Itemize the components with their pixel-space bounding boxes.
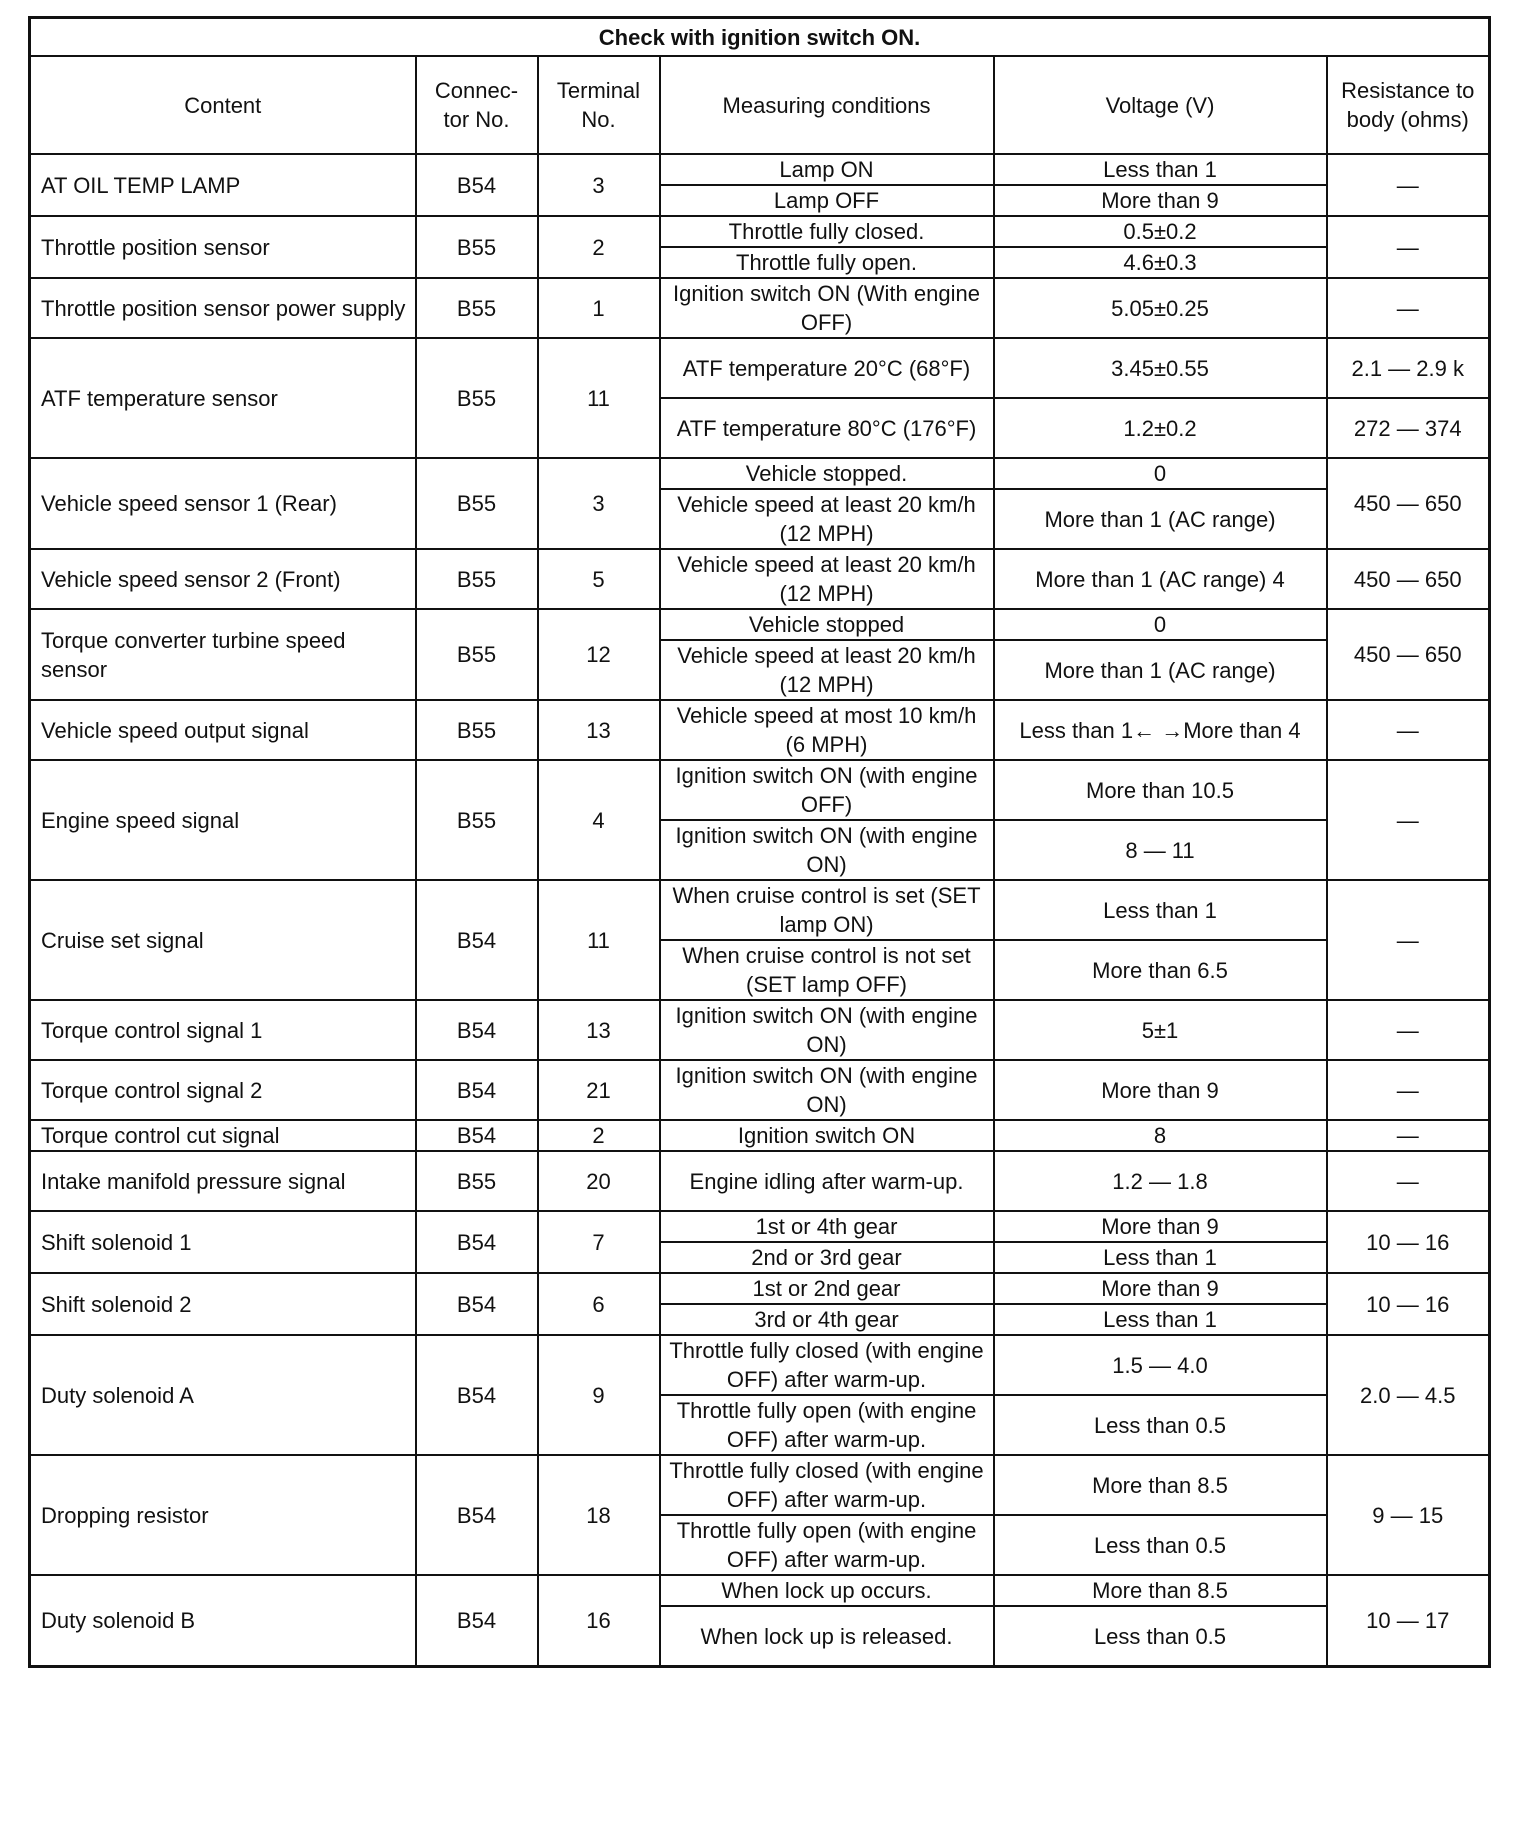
content-cell: ATF temperature sensor <box>30 338 416 458</box>
condition-cell: 3rd or 4th gear <box>660 1304 994 1335</box>
voltage-cell: 8 <box>994 1120 1327 1151</box>
condition-cell: Ignition switch ON (With engine OFF) <box>660 278 994 338</box>
resistance-cell: 450 — 650 <box>1327 609 1490 700</box>
voltage-cell: 3.45±0.55 <box>994 338 1327 398</box>
condition-cell: Throttle fully open (with engine OFF) after warm-up. <box>660 1395 994 1455</box>
resistance-cell: — <box>1327 216 1490 278</box>
table-row <box>30 154 1490 185</box>
content-cell: Cruise set signal <box>30 880 416 1000</box>
voltage-cell: More than 6.5 <box>994 940 1327 1000</box>
terminal-cell: 9 <box>538 1335 660 1455</box>
content-cell: Duty solenoid A <box>30 1335 416 1455</box>
voltage-cell: More than 1 (AC range) <box>994 640 1327 700</box>
table-row <box>30 1151 1490 1211</box>
voltage-cell: More than 8.5 <box>994 1575 1327 1606</box>
content-cell: AT OIL TEMP LAMP <box>30 154 416 216</box>
voltage-cell: 5±1 <box>994 1000 1327 1060</box>
condition-cell: Vehicle speed at least 20 km/h (12 MPH) <box>660 640 994 700</box>
table-row <box>30 1120 1490 1151</box>
voltage-cell: 1.5 — 4.0 <box>994 1335 1327 1395</box>
ignition-check-table <box>28 16 1491 1668</box>
connector-cell: B55 <box>416 609 538 700</box>
connector-cell: B54 <box>416 1060 538 1120</box>
voltage-cell: 1.2 — 1.8 <box>994 1151 1327 1211</box>
condition-cell: 1st or 2nd gear <box>660 1273 994 1304</box>
terminal-cell: 11 <box>538 880 660 1000</box>
table-row <box>30 216 1490 247</box>
content-cell: Vehicle speed sensor 1 (Rear) <box>30 458 416 549</box>
content-cell: Throttle position sensor <box>30 216 416 278</box>
condition-cell: ATF temperature 80°C (176°F) <box>660 398 994 458</box>
connector-cell: B55 <box>416 700 538 760</box>
condition-cell: Throttle fully closed (with engine OFF) after warm-up. <box>660 1335 994 1395</box>
table-row <box>30 760 1490 820</box>
condition-cell: Throttle fully open. <box>660 247 994 278</box>
voltage-cell: More than 8.5 <box>994 1455 1327 1515</box>
content-cell: Shift solenoid 2 <box>30 1273 416 1335</box>
terminal-cell: 6 <box>538 1273 660 1335</box>
content-cell: Vehicle speed output signal <box>30 700 416 760</box>
voltage-cell: Less than 1 <box>994 1304 1327 1335</box>
terminal-cell: 4 <box>538 760 660 880</box>
resistance-cell: 450 — 650 <box>1327 549 1490 609</box>
resistance-cell: — <box>1327 278 1490 338</box>
resistance-cell: 10 — 16 <box>1327 1273 1490 1335</box>
header-terminal: Terminal No. <box>538 56 660 154</box>
header-connector: Connec- tor No. <box>416 56 538 154</box>
spec-table-container <box>28 16 1488 1668</box>
condition-cell: Lamp ON <box>660 154 994 185</box>
voltage-cell: 4.6±0.3 <box>994 247 1327 278</box>
content-cell: Dropping resistor <box>30 1455 416 1575</box>
connector-cell: B55 <box>416 278 538 338</box>
condition-cell: When cruise control is set (SET lamp ON) <box>660 880 994 940</box>
connector-cell: B54 <box>416 1000 538 1060</box>
condition-cell: Throttle fully closed. <box>660 216 994 247</box>
resistance-cell: 272 — 374 <box>1327 398 1490 458</box>
table-row <box>30 1273 1490 1304</box>
terminal-cell: 13 <box>538 700 660 760</box>
table-row <box>30 549 1490 609</box>
content-cell: Duty solenoid B <box>30 1575 416 1667</box>
table-row <box>30 700 1490 760</box>
connector-cell: B54 <box>416 1575 538 1667</box>
condition-cell: Vehicle speed at least 20 km/h (12 MPH) <box>660 549 994 609</box>
resistance-cell: 2.1 — 2.9 k <box>1327 338 1490 398</box>
terminal-cell: 2 <box>538 1120 660 1151</box>
table-row <box>30 338 1490 398</box>
connector-cell: B55 <box>416 338 538 458</box>
condition-cell: ATF temperature 20°C (68°F) <box>660 338 994 398</box>
table-body <box>30 154 1490 1667</box>
connector-cell: B54 <box>416 1335 538 1455</box>
connector-cell: B55 <box>416 1151 538 1211</box>
resistance-cell: — <box>1327 1000 1490 1060</box>
table-row <box>30 458 1490 489</box>
voltage-cell: Less than 0.5 <box>994 1395 1327 1455</box>
voltage-cell: Less than 0.5 <box>994 1606 1327 1667</box>
content-cell: Torque control signal 1 <box>30 1000 416 1060</box>
condition-cell: Vehicle speed at most 10 km/h (6 MPH) <box>660 700 994 760</box>
resistance-cell: 10 — 17 <box>1327 1575 1490 1667</box>
resistance-cell: — <box>1327 154 1490 216</box>
resistance-cell: — <box>1327 880 1490 1000</box>
connector-cell: B55 <box>416 216 538 278</box>
terminal-cell: 2 <box>538 216 660 278</box>
voltage-cell: More than 10.5 <box>994 760 1327 820</box>
condition-cell: Engine idling after warm-up. <box>660 1151 994 1211</box>
voltage-cell: Less than 1 <box>994 1242 1327 1273</box>
table-row <box>30 1060 1490 1120</box>
voltage-cell: More than 9 <box>994 1211 1327 1242</box>
terminal-cell: 18 <box>538 1455 660 1575</box>
content-cell: Throttle position sensor power supply <box>30 278 416 338</box>
condition-cell: Vehicle speed at least 20 km/h (12 MPH) <box>660 489 994 549</box>
condition-cell: Ignition switch ON (with engine ON) <box>660 820 994 880</box>
table-row <box>30 1575 1490 1606</box>
resistance-cell: — <box>1327 760 1490 880</box>
terminal-cell: 1 <box>538 278 660 338</box>
terminal-cell: 3 <box>538 154 660 216</box>
content-cell: Torque control signal 2 <box>30 1060 416 1120</box>
condition-cell: Lamp OFF <box>660 185 994 216</box>
resistance-cell: — <box>1327 700 1490 760</box>
connector-cell: B54 <box>416 1120 538 1151</box>
table-row <box>30 880 1490 940</box>
voltage-cell: 5.05±0.25 <box>994 278 1327 338</box>
terminal-cell: 21 <box>538 1060 660 1120</box>
condition-cell: Vehicle stopped <box>660 609 994 640</box>
table-row <box>30 278 1490 338</box>
terminal-cell: 20 <box>538 1151 660 1211</box>
content-cell: Shift solenoid 1 <box>30 1211 416 1273</box>
table-row <box>30 609 1490 640</box>
terminal-cell: 13 <box>538 1000 660 1060</box>
voltage-cell: Less than 1 <box>994 154 1327 185</box>
header-conditions: Measuring conditions <box>660 56 994 154</box>
condition-cell: Ignition switch ON (with engine OFF) <box>660 760 994 820</box>
resistance-cell: 10 — 16 <box>1327 1211 1490 1273</box>
content-cell: Torque control cut signal <box>30 1120 416 1151</box>
voltage-cell: 1.2±0.2 <box>994 398 1327 458</box>
condition-cell: 2nd or 3rd gear <box>660 1242 994 1273</box>
condition-cell: When lock up occurs. <box>660 1575 994 1606</box>
content-cell: Engine speed signal <box>30 760 416 880</box>
condition-cell: Ignition switch ON (with engine ON) <box>660 1000 994 1060</box>
connector-cell: B54 <box>416 1211 538 1273</box>
voltage-cell: Less than 1← →More than 4 <box>994 700 1327 760</box>
content-cell: Intake manifold pressure signal <box>30 1151 416 1211</box>
voltage-cell: Less than 1 <box>994 880 1327 940</box>
resistance-cell: — <box>1327 1060 1490 1120</box>
connector-cell: B55 <box>416 458 538 549</box>
connector-cell: B55 <box>416 549 538 609</box>
content-cell: Torque converter turbine speed sensor <box>30 609 416 700</box>
voltage-cell: 0 <box>994 609 1327 640</box>
voltage-cell: More than 1 (AC range) 4 <box>994 549 1327 609</box>
condition-cell: Throttle fully open (with engine OFF) after warm-up. <box>660 1515 994 1575</box>
resistance-cell: 2.0 — 4.5 <box>1327 1335 1490 1455</box>
resistance-cell: 9 — 15 <box>1327 1455 1490 1575</box>
voltage-cell: 0 <box>994 458 1327 489</box>
terminal-cell: 12 <box>538 609 660 700</box>
content-cell: Vehicle speed sensor 2 (Front) <box>30 549 416 609</box>
table-row <box>30 1455 1490 1515</box>
connector-cell: B55 <box>416 760 538 880</box>
condition-cell: Ignition switch ON (with engine ON) <box>660 1060 994 1120</box>
connector-cell: B54 <box>416 1273 538 1335</box>
condition-cell: Throttle fully closed (with engine OFF) after warm-up. <box>660 1455 994 1515</box>
resistance-cell: — <box>1327 1151 1490 1211</box>
terminal-cell: 5 <box>538 549 660 609</box>
connector-cell: B54 <box>416 1455 538 1575</box>
table-row <box>30 1335 1490 1395</box>
terminal-cell: 7 <box>538 1211 660 1273</box>
condition-cell: When cruise control is not set (SET lamp OFF) <box>660 940 994 1000</box>
voltage-cell: More than 9 <box>994 1060 1327 1120</box>
resistance-cell: 450 — 650 <box>1327 458 1490 549</box>
terminal-cell: 16 <box>538 1575 660 1667</box>
voltage-cell: 0.5±0.2 <box>994 216 1327 247</box>
voltage-cell: More than 9 <box>994 185 1327 216</box>
table-row <box>30 1000 1490 1060</box>
voltage-cell: More than 9 <box>994 1273 1327 1304</box>
voltage-cell: Less than 0.5 <box>994 1515 1327 1575</box>
voltage-cell: 8 — 11 <box>994 820 1327 880</box>
terminal-cell: 11 <box>538 338 660 458</box>
table-row <box>30 1211 1490 1242</box>
condition-cell: When lock up is released. <box>660 1606 994 1667</box>
condition-cell: Vehicle stopped. <box>660 458 994 489</box>
voltage-cell: More than 1 (AC range) <box>994 489 1327 549</box>
resistance-cell: — <box>1327 1120 1490 1151</box>
header-resistance: Resistance to body (ohms) <box>1327 56 1490 154</box>
table-title: Check with ignition switch ON. <box>30 18 1490 57</box>
condition-cell: Ignition switch ON <box>660 1120 994 1151</box>
condition-cell: 1st or 4th gear <box>660 1211 994 1242</box>
connector-cell: B54 <box>416 880 538 1000</box>
header-voltage: Voltage (V) <box>994 56 1327 154</box>
connector-cell: B54 <box>416 154 538 216</box>
header-content: Content <box>30 56 416 154</box>
terminal-cell: 3 <box>538 458 660 549</box>
